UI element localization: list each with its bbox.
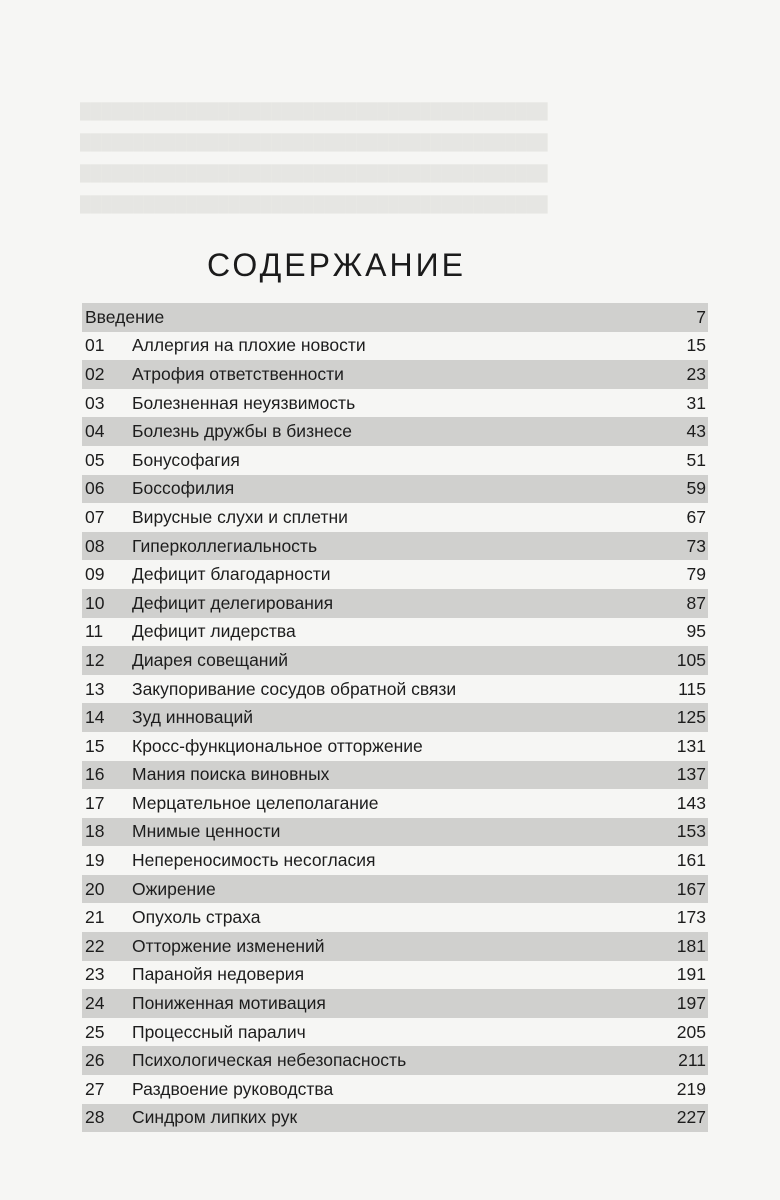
toc-entry: [82, 532, 708, 561]
toc-entry: [82, 360, 708, 389]
toc-entry: [82, 303, 708, 332]
toc-entry-number: 13: [85, 678, 105, 699]
toc-entry-title: Паранойя недоверия: [132, 964, 305, 985]
toc-entry-page: 205: [676, 1021, 706, 1042]
toc-entry-number: 26: [85, 1050, 105, 1071]
toc-entry-title: Болезненная неуязвимость: [132, 392, 356, 413]
toc-entry-page: 73: [686, 535, 706, 556]
page-title: СОДЕРЖАНИЕ: [207, 247, 466, 283]
toc-entry-page: 125: [676, 707, 706, 728]
toc-entry-title: Непереносимость несогласия: [132, 850, 376, 871]
toc-entry: [82, 932, 708, 961]
toc-entry-page: 43: [686, 421, 706, 442]
toc-entry-title: Закупоривание сосудов обратной связи: [132, 678, 457, 699]
toc-entry-page: 105: [676, 649, 706, 670]
bleed-through-text: ████████████████████████████████████████████ ████████████████████████████████████████████ ████████████████████████████████████████████ ████████████████████████████████████████████: [80, 103, 548, 213]
toc-entry: [82, 646, 708, 675]
toc-entry-title: Раздвоение руководства: [132, 1078, 334, 1099]
toc-entry-number: 11: [85, 621, 104, 642]
toc-entry-title: Мания поиска виновных: [132, 764, 330, 785]
toc-entry-page: 95: [686, 621, 706, 642]
toc-entry: [82, 875, 708, 904]
toc-entry-page: 51: [686, 449, 706, 470]
toc-entry-page: 31: [686, 392, 706, 413]
toc-entry-page: 131: [676, 735, 706, 756]
toc-entry-page: 7: [696, 306, 706, 327]
toc-entry-page: 143: [676, 792, 706, 813]
toc-entry: [82, 589, 708, 618]
toc-entry-title: Дефицит лидерства: [132, 621, 296, 642]
toc-entry-page: 67: [686, 506, 706, 527]
toc-entry-page: 15: [686, 335, 706, 356]
toc-entry-title: Отторжение изменений: [132, 935, 325, 956]
toc-entry: [82, 1046, 708, 1075]
toc-entry-page: 197: [676, 993, 706, 1014]
toc-entry-title: Психологическая небезопасность: [132, 1050, 407, 1071]
toc-entry-number: 01: [85, 335, 105, 356]
toc-entry-title: Бонусофагия: [132, 449, 240, 470]
toc-entry-number: 09: [85, 564, 105, 585]
toc-entry-number: 19: [85, 850, 105, 871]
toc-entry-number: 21: [85, 907, 105, 928]
toc-entry: [82, 1075, 708, 1104]
toc-entry-title: Процессный паралич: [132, 1021, 306, 1042]
toc-entry-number: 18: [85, 821, 105, 842]
toc-entry-page: 137: [676, 764, 706, 785]
toc-entry-title: Зуд инноваций: [132, 707, 254, 728]
toc-entry-page: 191: [676, 964, 706, 985]
toc-entry-number: 10: [85, 592, 105, 613]
toc-entry-number: 15: [85, 735, 105, 756]
toc-entry-page: 219: [676, 1078, 706, 1099]
toc-entry-number: 08: [85, 535, 105, 556]
toc-entry-title: Мерцательное целеполагание: [132, 792, 379, 813]
toc-entry-page: 153: [676, 821, 706, 842]
toc-entry-title: Аллергия на плохие новости: [132, 335, 366, 356]
toc-entry-number: 05: [85, 449, 105, 470]
toc-entry-page: 87: [686, 592, 706, 613]
toc-entry: [82, 961, 708, 990]
toc-entry-number: 22: [85, 935, 105, 956]
table-of-contents: [82, 303, 708, 1132]
toc-entry-number: 03: [85, 392, 105, 413]
toc-entry-title: Боссофилия: [132, 478, 235, 499]
toc-entry: [82, 1018, 708, 1047]
toc-entry-number: 16: [85, 764, 105, 785]
toc-entry: [82, 332, 708, 361]
toc-entry-title: Вирусные слухи и сплетни: [132, 506, 348, 527]
toc-entry: [82, 989, 708, 1018]
toc-entry: [82, 789, 708, 818]
toc-entry-page: 211: [678, 1050, 706, 1071]
toc-entry-number: 27: [85, 1078, 105, 1099]
toc-entry-number: 14: [85, 707, 105, 728]
toc-entry-title: Дефицит делегирования: [132, 592, 334, 613]
toc-entry-number: 25: [85, 1021, 105, 1042]
toc-entry: [82, 903, 708, 932]
toc-entry-title: Синдром липких рук: [132, 1107, 298, 1128]
toc-entry-page: 181: [676, 935, 706, 956]
toc-entry: [82, 1104, 708, 1133]
toc-entry-page: 23: [686, 363, 706, 384]
toc-entry: [82, 675, 708, 704]
toc-entry-title: Болезнь дружбы в бизнесе: [132, 421, 352, 442]
toc-entry: [82, 560, 708, 589]
toc-entry: [82, 761, 708, 790]
toc-entry-number: 20: [85, 878, 105, 899]
toc-entry-title: Мнимые ценности: [132, 821, 281, 842]
toc-entry-number: 12: [85, 649, 105, 670]
toc-entry-title: Дефицит благодарности: [132, 564, 331, 585]
toc-entry-title: Введение: [85, 306, 165, 327]
toc-entry-title: Кросс-функциональное отторжение: [132, 735, 423, 756]
toc-entry-title: Ожирение: [132, 878, 216, 899]
toc-entry-number: 06: [85, 478, 105, 499]
toc-entry: [82, 703, 708, 732]
toc-entry: [82, 503, 708, 532]
toc-entry-title: Атрофия ответственности: [132, 363, 344, 384]
toc-entry-page: 173: [676, 907, 706, 928]
toc-entry: [82, 846, 708, 875]
toc-entry-page: 79: [686, 564, 706, 585]
toc-entry-number: 23: [85, 964, 105, 985]
toc-entry-page: 227: [676, 1107, 706, 1128]
toc-entry: [82, 732, 708, 761]
toc-entry: [82, 389, 708, 418]
toc-entry: [82, 475, 708, 504]
toc-entry-title: Гиперколлегиальность: [132, 535, 318, 556]
toc-entry-title: Диарея совещаний: [132, 649, 289, 670]
toc-entry-title: Пониженная мотивация: [132, 993, 326, 1014]
toc-entry-number: 07: [85, 506, 105, 527]
toc-entry: [82, 417, 708, 446]
toc-entry-page: 167: [676, 878, 706, 899]
toc-entry-page: 161: [676, 850, 706, 871]
toc-entry: [82, 818, 708, 847]
toc-entry-number: 02: [85, 363, 105, 384]
toc-entry-number: 04: [85, 421, 105, 442]
toc-entry-number: 24: [85, 993, 105, 1014]
toc-entry-number: 17: [85, 792, 105, 813]
toc-entry-page: 59: [686, 478, 706, 499]
toc-entry: [82, 618, 708, 647]
toc-entry-title: Опухоль страха: [132, 907, 261, 928]
toc-entry: [82, 446, 708, 475]
toc-entry-page: 115: [678, 678, 706, 699]
toc-entry-number: 28: [85, 1107, 105, 1128]
